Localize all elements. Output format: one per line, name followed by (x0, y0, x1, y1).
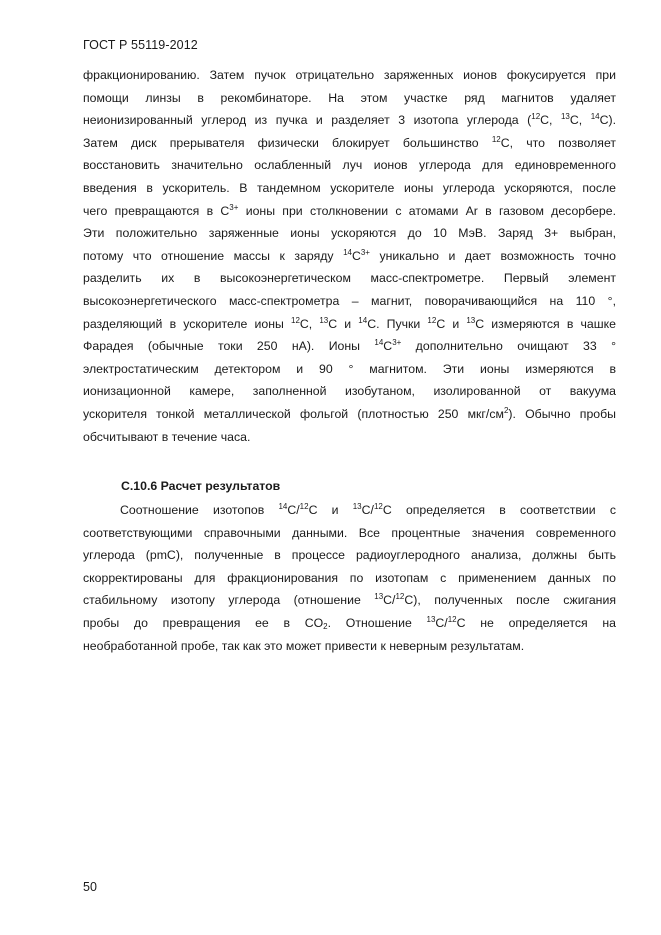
text-line: потому что отношение массы к заряду $^{14}C^{3+}$ уникально и дает возможность точно (83, 247, 616, 263)
text-line: скорректированы для фракционирования по изотопам с применением данных по (83, 570, 616, 585)
text-line: помощи линзы в рекомбинаторе. На этом участке ряд магнитов удаляет (83, 90, 616, 105)
text-line: Затем диск прерывателя физически блокирует большинство $^{12}$C, что позволяет (83, 134, 617, 150)
text-line: обсчитывают в течение часа. (83, 429, 251, 444)
text-line: Эти положительно заряженные ионы ускоряются до 10 МэВ. Заряд 3+ выбран, (83, 226, 616, 241)
page-header-standard-code: ГОСТ Р 55119-2012 (83, 38, 198, 52)
text-line: необработанной пробе, так как это может привести к неверным результатам. (83, 638, 525, 653)
text-line: высокоэнергетического масс-спектрометра – магнит, поворачивающийся на 110 °, (83, 293, 616, 308)
text-line: Фарадея (обычные токи 250 нА). Ионы $^{14}C^{3+}$ дополнительно очищают 33 ° (83, 338, 617, 354)
text-line: фракционированию. Затем пучок отрицательно заряженных ионов фокусируется при (83, 68, 616, 82)
text-line: ускорителя тонкой металлической фольгой (плотностью 250 мкг/$см^2$). Обычно пробы (83, 405, 616, 421)
text-line: введения в ускоритель. В тандемном ускорителе ионы углерода ускоряются, после (83, 180, 616, 195)
text-line: электростатическим детектором и 90 ° магнитом. Эти ионы измеряются в (83, 361, 616, 376)
text-line: разделить их в высокоэнергетическом масс-спектрометре. Первый элемент (83, 271, 616, 286)
text-line: восстановить значительно ослабленный луч ионов углерода для единовременного (83, 158, 616, 173)
text-line: углерода (pmC), полученные в процессе радиоуглеродного анализа, должны быть (83, 548, 616, 563)
text-line: соответствующими справочными данными. Все процентные значения современного (83, 525, 616, 540)
section-heading-results-calculation: С.10.6 Расчет результатов (121, 479, 281, 493)
text-line: разделяющий в ускорителе ионы $^{12}$C, $^{13}$C и $^{14}$C. Пучки $^{12}$C и $^{13}$C измеряются в чашке (83, 315, 616, 331)
text-line: чего превращаются в $C^{3+}$ ионы при столкновении с атомами Ar в газовом десорбере. (83, 202, 616, 218)
text-line: пробы до превращения ее в $CO_2$. Отношение $^{13}$C/$^{12}$C не определяется на (83, 614, 617, 631)
paragraph-ams-measurement (83, 64, 616, 448)
paragraph-results-calculation (83, 499, 616, 657)
text-line: стабильному изотопу углерода (отношение $^{13}$C/$^{12}$C), полученных после сжигания (83, 592, 616, 608)
text-line: ионизационной камере, заполненной изобутаном, изолированной от вакуума (83, 384, 616, 399)
text-line: Соотношение изотопов $^{14}$C/$^{12}$C и $^{13}$C/$^{12}$C определяется в соответствии с (120, 502, 616, 517)
text-line: неионизированный углерод из пучка и разделяет 3 изотопа углерода ($^{12}$C, $^{13}$C, $^{14}$C). (83, 112, 616, 128)
page-number: 50 (83, 880, 97, 894)
